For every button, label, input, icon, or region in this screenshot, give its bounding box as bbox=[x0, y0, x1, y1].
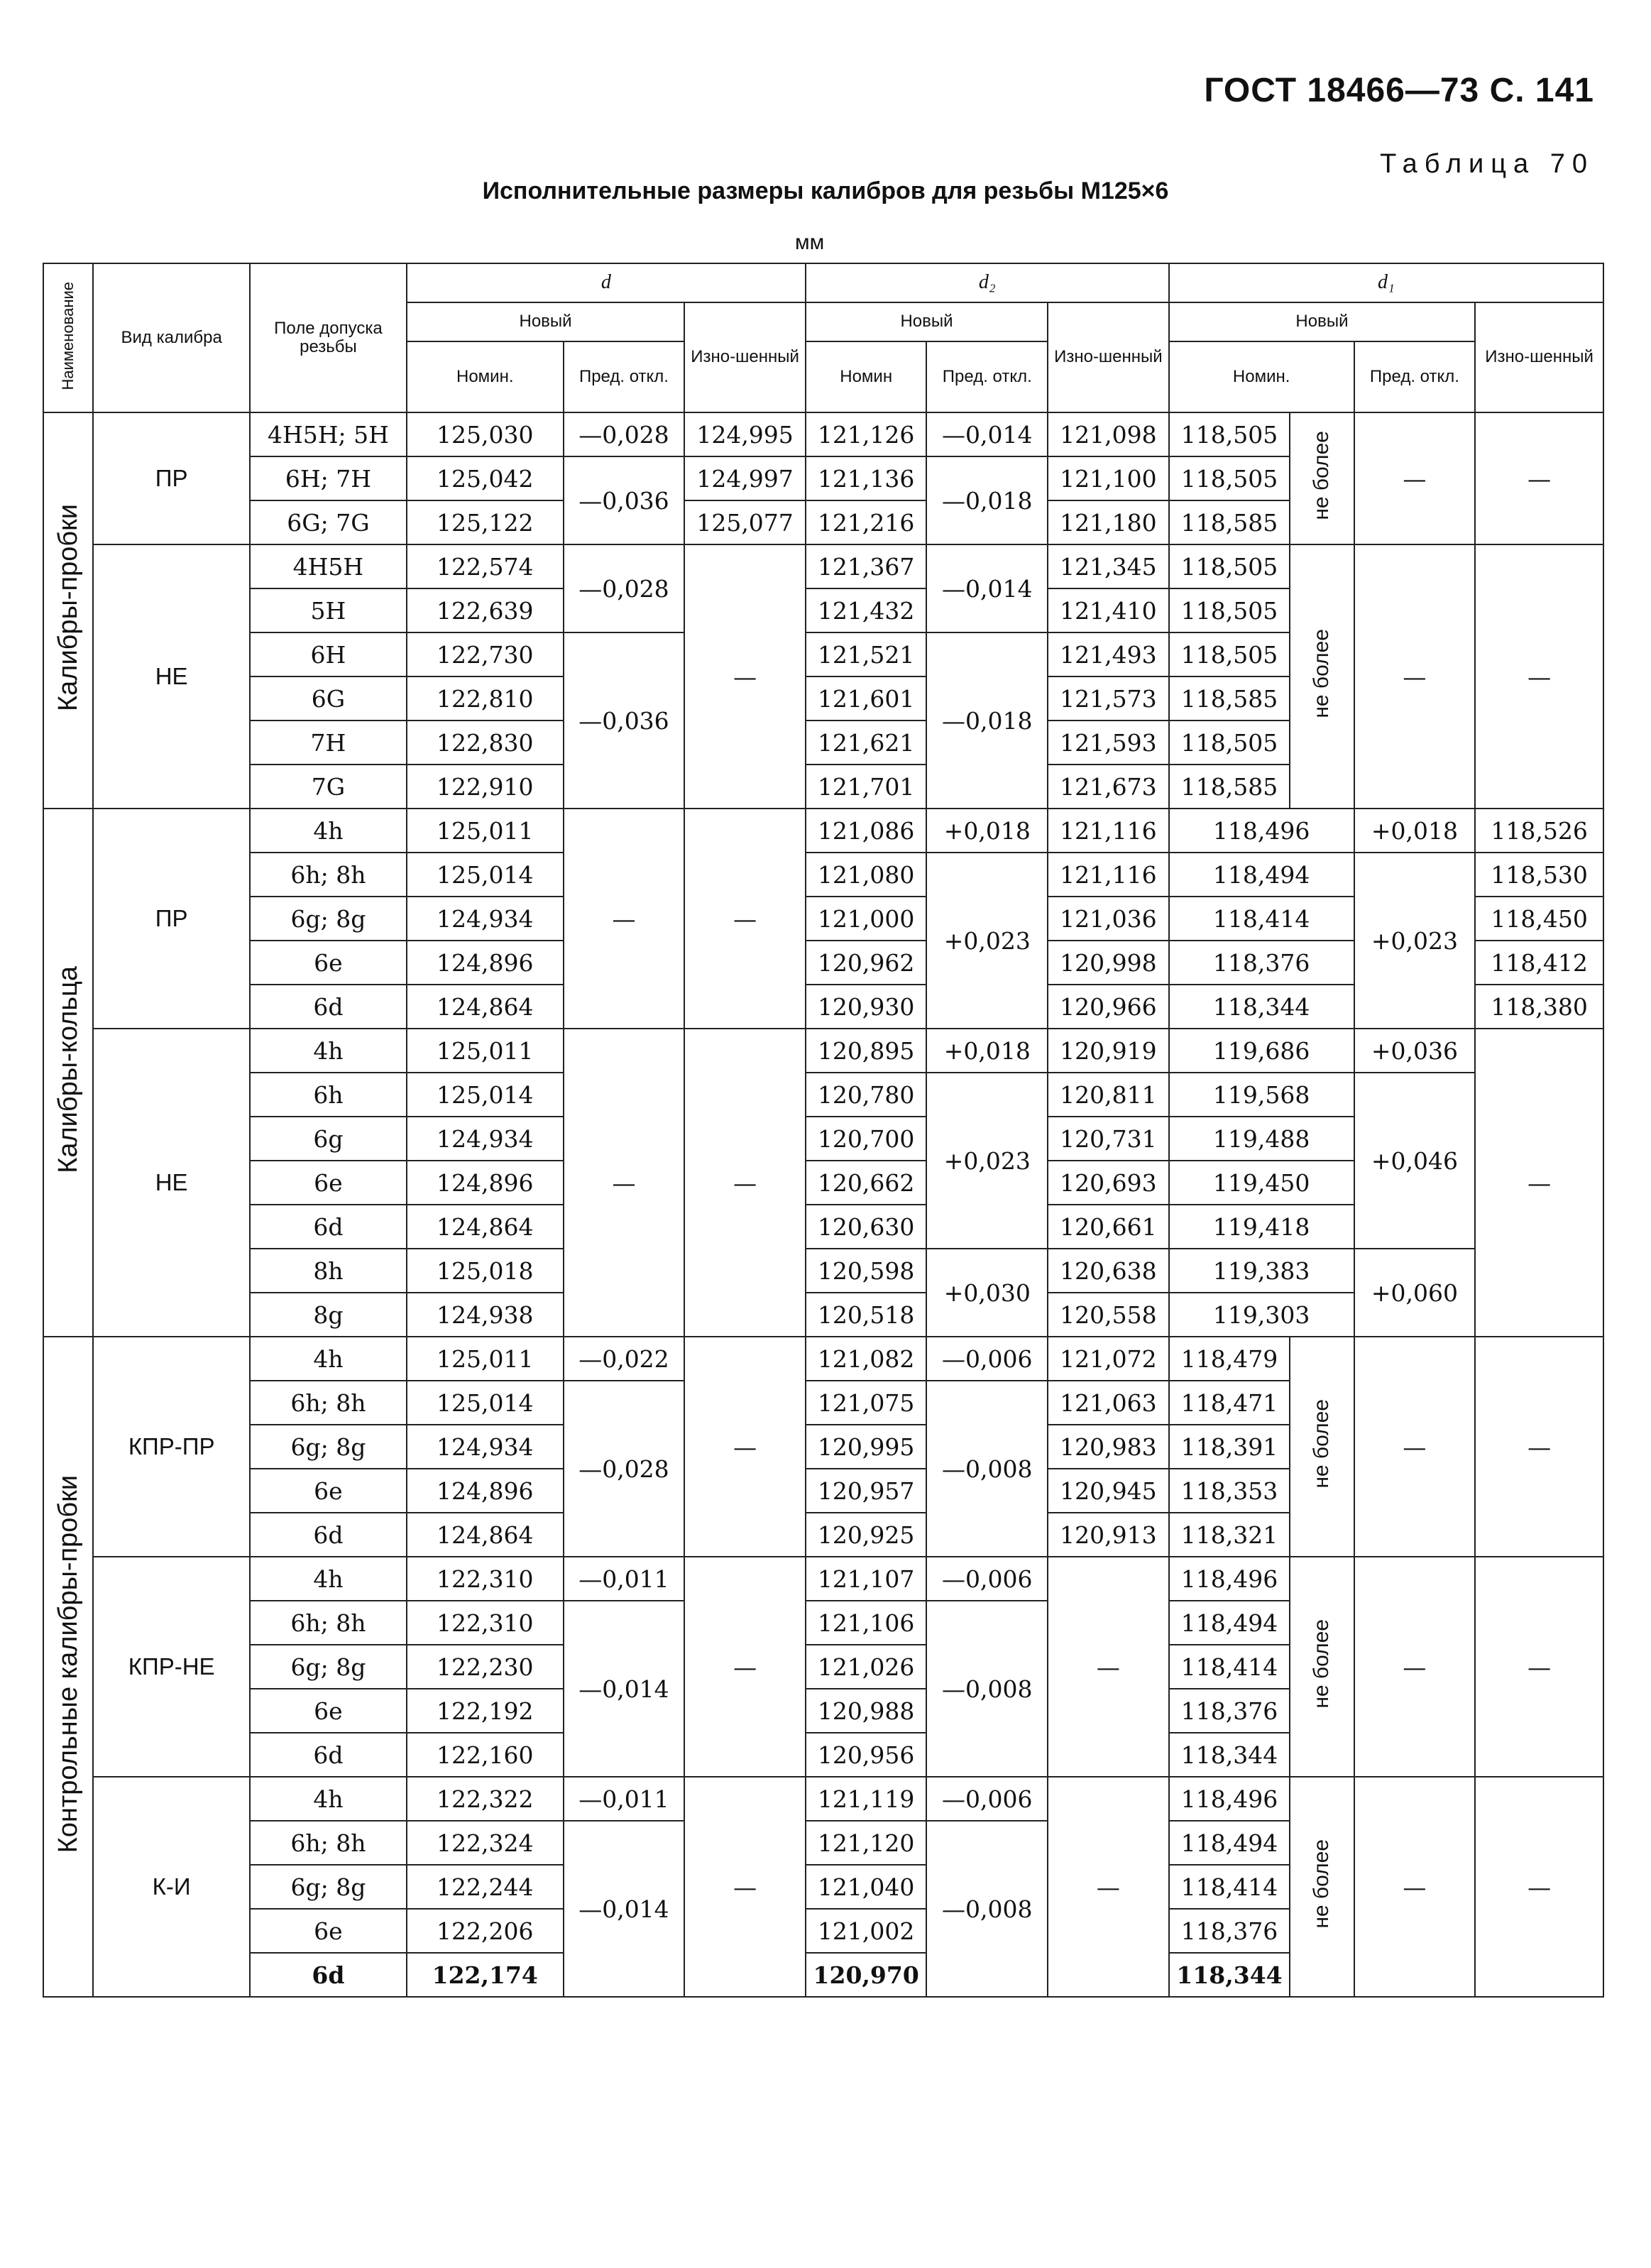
value-cell: 120,598 bbox=[806, 1249, 927, 1293]
value-cell: 121,116 bbox=[1048, 809, 1169, 853]
value-cell: —0,036 bbox=[564, 632, 685, 809]
value-cell: 121,086 bbox=[806, 809, 927, 853]
field-cell: 4H5H bbox=[250, 544, 407, 588]
note-ne-bolee: не более bbox=[1290, 1337, 1354, 1557]
value-cell: 118,344 bbox=[1169, 1733, 1290, 1777]
value-cell: 125,018 bbox=[407, 1249, 564, 1293]
value-cell: 122,310 bbox=[407, 1557, 564, 1601]
kind-ne: НЕ bbox=[93, 544, 250, 809]
value-cell: —0,014 bbox=[564, 1821, 685, 1997]
value-cell: 121,040 bbox=[806, 1865, 927, 1909]
value-cell: +0,023 bbox=[926, 1073, 1048, 1249]
value-cell: 121,573 bbox=[1048, 676, 1169, 721]
value-cell: 120,998 bbox=[1048, 941, 1169, 985]
dash-cell: — bbox=[1475, 412, 1603, 544]
value-cell: —0,022 bbox=[564, 1337, 685, 1381]
value-cell: 121,082 bbox=[806, 1337, 927, 1381]
table-row bbox=[43, 544, 1603, 588]
value-cell: 125,014 bbox=[407, 1381, 564, 1425]
value-cell: 121,100 bbox=[1048, 456, 1169, 500]
value-cell: 125,042 bbox=[407, 456, 564, 500]
value-cell: 124,997 bbox=[684, 456, 806, 500]
field-cell: 8g bbox=[250, 1293, 407, 1337]
field-cell: 6g bbox=[250, 1117, 407, 1161]
dash-cell: — bbox=[1354, 1337, 1476, 1557]
col-vid: Вид калибра bbox=[93, 263, 250, 412]
field-cell: 4h bbox=[250, 1029, 407, 1073]
note-ne-bolee: не более bbox=[1290, 412, 1354, 544]
value-cell: 124,864 bbox=[407, 1513, 564, 1557]
value-cell: 118,414 bbox=[1169, 1645, 1290, 1689]
field-cell: 6h; 8h bbox=[250, 1381, 407, 1425]
dash-cell: — bbox=[1475, 1777, 1603, 1997]
dash-cell: — bbox=[564, 1029, 685, 1337]
kind-pr: ПР bbox=[93, 412, 250, 544]
value-cell: —0,006 bbox=[926, 1337, 1048, 1381]
col-d2-pred: Пред. откл. bbox=[926, 341, 1048, 412]
value-cell: 120,662 bbox=[806, 1161, 927, 1205]
value-cell: 125,014 bbox=[407, 1073, 564, 1117]
value-cell: +0,046 bbox=[1354, 1073, 1476, 1249]
page-header: ГОСТ 18466—73 С. 141 bbox=[1204, 72, 1594, 109]
field-cell: 8h bbox=[250, 1249, 407, 1293]
value-cell: 122,230 bbox=[407, 1645, 564, 1689]
field-cell: 6g; 8g bbox=[250, 1865, 407, 1909]
value-cell: 124,934 bbox=[407, 1425, 564, 1469]
field-cell: 4h bbox=[250, 1557, 407, 1601]
note-ne-bolee: не более bbox=[1290, 1777, 1354, 1997]
value-cell: 121,493 bbox=[1048, 632, 1169, 676]
value-cell: 124,864 bbox=[407, 985, 564, 1029]
value-cell: 120,811 bbox=[1048, 1073, 1169, 1117]
value-cell: 125,011 bbox=[407, 1337, 564, 1381]
value-cell: 124,864 bbox=[407, 1205, 564, 1249]
col-d2-noviy: Новый bbox=[806, 302, 1048, 341]
col-d-nomin: Номин. bbox=[407, 341, 564, 412]
value-cell: 121,106 bbox=[806, 1601, 927, 1645]
value-cell: 121,521 bbox=[806, 632, 927, 676]
group-kontrol: Контрольные калибры-пробки bbox=[43, 1337, 93, 1997]
field-cell: 6G bbox=[250, 676, 407, 721]
field-cell: 4h bbox=[250, 1337, 407, 1381]
value-cell: 120,780 bbox=[806, 1073, 927, 1117]
dash-cell: — bbox=[1354, 1557, 1476, 1777]
value-cell: 122,310 bbox=[407, 1601, 564, 1645]
table-row bbox=[43, 1073, 1603, 1117]
value-cell: 125,030 bbox=[407, 412, 564, 456]
value-cell: 118,376 bbox=[1169, 1689, 1290, 1733]
value-cell: 118,376 bbox=[1169, 941, 1354, 985]
value-cell: 120,983 bbox=[1048, 1425, 1169, 1469]
dash-cell: — bbox=[1475, 1337, 1603, 1557]
value-cell: 124,934 bbox=[407, 1117, 564, 1161]
value-cell: 121,601 bbox=[806, 676, 927, 721]
value-cell: 118,496 bbox=[1169, 809, 1354, 853]
value-cell: 118,494 bbox=[1169, 1601, 1290, 1645]
value-cell: +0,023 bbox=[1354, 853, 1476, 1029]
dash-cell: — bbox=[1048, 1777, 1169, 1997]
value-cell: 118,496 bbox=[1169, 1557, 1290, 1601]
table-row bbox=[43, 1249, 1603, 1293]
value-cell: 118,321 bbox=[1169, 1513, 1290, 1557]
dash-cell: — bbox=[1354, 544, 1476, 809]
value-cell: —0,036 bbox=[564, 456, 685, 544]
value-cell: 120,731 bbox=[1048, 1117, 1169, 1161]
value-cell: 124,995 bbox=[684, 412, 806, 456]
kind-kpr-pr: КПР-ПР bbox=[93, 1337, 250, 1557]
dash-cell: — bbox=[1475, 1029, 1603, 1337]
col-d2: d₂ bbox=[806, 263, 1169, 302]
value-cell: 122,830 bbox=[407, 721, 564, 765]
value-cell: 122,244 bbox=[407, 1865, 564, 1909]
value-cell: 122,160 bbox=[407, 1733, 564, 1777]
table-row bbox=[43, 1777, 1603, 1821]
dash-cell: — bbox=[684, 1337, 806, 1557]
value-cell: 124,934 bbox=[407, 897, 564, 941]
table-row bbox=[43, 1029, 1603, 1073]
value-cell: 118,391 bbox=[1169, 1425, 1290, 1469]
kind-k-i: К-И bbox=[93, 1777, 250, 1997]
value-cell: 122,639 bbox=[407, 588, 564, 632]
dash-cell: — bbox=[1475, 544, 1603, 809]
value-cell: 121,701 bbox=[806, 765, 927, 809]
value-cell: 118,530 bbox=[1475, 853, 1603, 897]
value-cell: 118,494 bbox=[1169, 1821, 1290, 1865]
value-cell: 122,206 bbox=[407, 1909, 564, 1953]
field-cell: 6d bbox=[250, 1205, 407, 1249]
value-cell: 118,380 bbox=[1475, 985, 1603, 1029]
value-cell: —0,014 bbox=[926, 412, 1048, 456]
col-d1-noviy: Новый bbox=[1169, 302, 1476, 341]
value-cell: 121,000 bbox=[806, 897, 927, 941]
table-row bbox=[43, 1337, 1603, 1381]
col-d1-iznos: Изно-шенный bbox=[1475, 302, 1603, 412]
value-cell: —0,028 bbox=[564, 1381, 685, 1557]
value-cell: 118,585 bbox=[1169, 765, 1290, 809]
field-cell: 6h; 8h bbox=[250, 1601, 407, 1645]
field-cell: 4h bbox=[250, 809, 407, 853]
field-cell: 6e bbox=[250, 1161, 407, 1205]
value-cell: —0,008 bbox=[926, 1601, 1048, 1777]
value-cell: 122,192 bbox=[407, 1689, 564, 1733]
value-cell: 118,414 bbox=[1169, 897, 1354, 941]
value-cell: +0,023 bbox=[926, 853, 1048, 1029]
field-cell: 4H5H; 5H bbox=[250, 412, 407, 456]
value-cell: —0,006 bbox=[926, 1557, 1048, 1601]
group-koltsa: Калибры-кольца bbox=[43, 809, 93, 1337]
field-cell: 6G; 7G bbox=[250, 500, 407, 544]
value-cell: 120,919 bbox=[1048, 1029, 1169, 1073]
field-cell: 7G bbox=[250, 765, 407, 809]
value-cell: —0,018 bbox=[926, 632, 1048, 809]
value-cell: 118,526 bbox=[1475, 809, 1603, 853]
value-cell: 121,080 bbox=[806, 853, 927, 897]
value-cell: —0,028 bbox=[564, 412, 685, 456]
value-cell: 125,077 bbox=[684, 500, 806, 544]
col-d1: d₁ bbox=[1169, 263, 1603, 302]
value-cell: 120,693 bbox=[1048, 1161, 1169, 1205]
value-cell: 120,895 bbox=[806, 1029, 927, 1073]
value-cell: 118,414 bbox=[1169, 1865, 1290, 1909]
kind-ne: НЕ bbox=[93, 1029, 250, 1337]
value-cell: 121,621 bbox=[806, 721, 927, 765]
value-cell: —0,018 bbox=[926, 456, 1048, 544]
value-cell: 120,962 bbox=[806, 941, 927, 985]
value-cell: 118,505 bbox=[1169, 632, 1290, 676]
value-cell: 121,136 bbox=[806, 456, 927, 500]
value-cell: 119,303 bbox=[1169, 1293, 1354, 1337]
value-cell: 121,120 bbox=[806, 1821, 927, 1865]
value-cell: 118,479 bbox=[1169, 1337, 1290, 1381]
field-cell: 7H bbox=[250, 721, 407, 765]
value-cell: 120,956 bbox=[806, 1733, 927, 1777]
value-cell: 120,558 bbox=[1048, 1293, 1169, 1337]
dash-cell: — bbox=[684, 809, 806, 1029]
field-cell: 6g; 8g bbox=[250, 1425, 407, 1469]
value-cell: 118,412 bbox=[1475, 941, 1603, 985]
table-row bbox=[43, 1557, 1603, 1601]
value-cell: 121,432 bbox=[806, 588, 927, 632]
field-cell: 6h; 8h bbox=[250, 1821, 407, 1865]
value-cell: 119,383 bbox=[1169, 1249, 1354, 1293]
value-cell: 121,098 bbox=[1048, 412, 1169, 456]
field-cell: 6d bbox=[250, 985, 407, 1029]
value-cell: —0,006 bbox=[926, 1777, 1048, 1821]
field-cell: 6d bbox=[250, 1733, 407, 1777]
value-cell: 122,810 bbox=[407, 676, 564, 721]
value-cell: 121,126 bbox=[806, 412, 927, 456]
value-cell: 118,585 bbox=[1169, 500, 1290, 544]
dash-cell: — bbox=[684, 1557, 806, 1777]
value-cell: 118,505 bbox=[1169, 588, 1290, 632]
value-cell: 118,376 bbox=[1169, 1909, 1290, 1953]
field-cell: 6H; 7H bbox=[250, 456, 407, 500]
col-d2-iznos: Изно-шенный bbox=[1048, 302, 1169, 412]
value-cell: 121,107 bbox=[806, 1557, 927, 1601]
col-d1-pred: Пред. откл. bbox=[1354, 341, 1476, 412]
value-cell: 124,896 bbox=[407, 1161, 564, 1205]
value-cell: 120,988 bbox=[806, 1689, 927, 1733]
kind-pr: ПР bbox=[93, 809, 250, 1029]
dash-cell: — bbox=[1475, 1557, 1603, 1777]
units-label: мм bbox=[795, 231, 825, 254]
field-cell: 6g; 8g bbox=[250, 897, 407, 941]
value-cell: 119,568 bbox=[1169, 1073, 1354, 1117]
value-cell: 119,418 bbox=[1169, 1205, 1354, 1249]
field-cell: 6d bbox=[250, 1513, 407, 1557]
value-cell: 120,930 bbox=[806, 985, 927, 1029]
value-cell: 118,505 bbox=[1169, 412, 1290, 456]
field-cell: 6g; 8g bbox=[250, 1645, 407, 1689]
value-cell: 122,910 bbox=[407, 765, 564, 809]
value-cell: 119,450 bbox=[1169, 1161, 1354, 1205]
col-d-pred: Пред. откл. bbox=[564, 341, 685, 412]
field-cell: 6h; 8h bbox=[250, 853, 407, 897]
value-cell: —0,011 bbox=[564, 1777, 685, 1821]
note-ne-bolee: не более bbox=[1290, 1557, 1354, 1777]
field-cell: 6e bbox=[250, 1689, 407, 1733]
value-cell: —0,028 bbox=[564, 544, 685, 632]
value-cell: 120,913 bbox=[1048, 1513, 1169, 1557]
value-cell: +0,018 bbox=[1354, 809, 1476, 853]
value-cell: 124,896 bbox=[407, 941, 564, 985]
value-cell: 120,970 bbox=[806, 1953, 927, 1997]
value-cell: +0,036 bbox=[1354, 1029, 1476, 1073]
value-cell: 118,353 bbox=[1169, 1469, 1290, 1513]
dash-cell: — bbox=[564, 809, 685, 1029]
col-d2-nomin: Номин bbox=[806, 341, 927, 412]
value-cell: 119,686 bbox=[1169, 1029, 1354, 1073]
field-cell: 6e bbox=[250, 1469, 407, 1513]
col-pole: Поле допуска резьбы bbox=[250, 263, 407, 412]
value-cell: 121,180 bbox=[1048, 500, 1169, 544]
value-cell: 121,072 bbox=[1048, 1337, 1169, 1381]
field-cell: 6H bbox=[250, 632, 407, 676]
value-cell: 120,700 bbox=[806, 1117, 927, 1161]
dash-cell: — bbox=[684, 544, 806, 809]
value-cell: 122,730 bbox=[407, 632, 564, 676]
table-caption: Исполнительные размеры калибров для резьбы М125×6 bbox=[482, 177, 1169, 204]
value-cell: 121,119 bbox=[806, 1777, 927, 1821]
value-cell: 120,925 bbox=[806, 1513, 927, 1557]
field-cell: 5H bbox=[250, 588, 407, 632]
value-cell: 121,673 bbox=[1048, 765, 1169, 809]
value-cell: 121,216 bbox=[806, 500, 927, 544]
col-d1-nomin: Номин. bbox=[1169, 341, 1354, 412]
field-cell: 6e bbox=[250, 941, 407, 985]
value-cell: —0,011 bbox=[564, 1557, 685, 1601]
value-cell: —0,014 bbox=[564, 1601, 685, 1777]
value-cell: 125,122 bbox=[407, 500, 564, 544]
value-cell: 120,957 bbox=[806, 1469, 927, 1513]
value-cell: 120,630 bbox=[806, 1205, 927, 1249]
value-cell: +0,018 bbox=[926, 809, 1048, 853]
value-cell: +0,030 bbox=[926, 1249, 1048, 1337]
value-cell: 120,995 bbox=[806, 1425, 927, 1469]
field-cell: 6d bbox=[250, 1953, 407, 1997]
col-d-noviy: Новый bbox=[407, 302, 684, 341]
value-cell: 122,174 bbox=[407, 1953, 564, 1997]
col-d-iznos: Изно-шенный bbox=[684, 302, 806, 412]
value-cell: 121,410 bbox=[1048, 588, 1169, 632]
field-cell: 6h bbox=[250, 1073, 407, 1117]
value-cell: 121,026 bbox=[806, 1645, 927, 1689]
value-cell: 122,324 bbox=[407, 1821, 564, 1865]
value-cell: 121,367 bbox=[806, 544, 927, 588]
value-cell: 120,518 bbox=[806, 1293, 927, 1337]
value-cell: 118,585 bbox=[1169, 676, 1290, 721]
value-cell: —0,008 bbox=[926, 1821, 1048, 1997]
value-cell: 125,011 bbox=[407, 809, 564, 853]
value-cell: 118,344 bbox=[1169, 985, 1354, 1029]
group-probki: Калибры-пробки bbox=[43, 412, 93, 809]
value-cell: 118,494 bbox=[1169, 853, 1354, 897]
dash-cell: — bbox=[1354, 1777, 1476, 1997]
value-cell: 122,574 bbox=[407, 544, 564, 588]
value-cell: 118,496 bbox=[1169, 1777, 1290, 1821]
dash-cell: — bbox=[1354, 412, 1476, 544]
value-cell: —0,014 bbox=[926, 544, 1048, 632]
value-cell: 121,063 bbox=[1048, 1381, 1169, 1425]
table-row bbox=[43, 809, 1603, 853]
table-number: Таблица 70 bbox=[1380, 149, 1594, 179]
value-cell: 118,344 bbox=[1169, 1953, 1290, 1997]
value-cell: +0,060 bbox=[1354, 1249, 1476, 1337]
dimensions-table bbox=[43, 263, 1604, 1998]
table-row bbox=[43, 853, 1603, 897]
value-cell: 120,638 bbox=[1048, 1249, 1169, 1293]
note-ne-bolee: не более bbox=[1290, 544, 1354, 809]
value-cell: 120,945 bbox=[1048, 1469, 1169, 1513]
value-cell: +0,018 bbox=[926, 1029, 1048, 1073]
value-cell: 121,075 bbox=[806, 1381, 927, 1425]
field-cell: 4h bbox=[250, 1777, 407, 1821]
kind-kpr-ne: КПР-НЕ bbox=[93, 1557, 250, 1777]
value-cell: 119,488 bbox=[1169, 1117, 1354, 1161]
table-row bbox=[43, 412, 1603, 456]
dash-cell: — bbox=[684, 1029, 806, 1337]
value-cell: 122,322 bbox=[407, 1777, 564, 1821]
value-cell: —0,008 bbox=[926, 1381, 1048, 1557]
value-cell: 124,896 bbox=[407, 1469, 564, 1513]
field-cell: 6e bbox=[250, 1909, 407, 1953]
col-d: d bbox=[407, 263, 806, 302]
value-cell: 120,661 bbox=[1048, 1205, 1169, 1249]
value-cell: 121,345 bbox=[1048, 544, 1169, 588]
value-cell: 120,966 bbox=[1048, 985, 1169, 1029]
value-cell: 125,014 bbox=[407, 853, 564, 897]
value-cell: 121,593 bbox=[1048, 721, 1169, 765]
value-cell: 125,011 bbox=[407, 1029, 564, 1073]
value-cell: 121,116 bbox=[1048, 853, 1169, 897]
value-cell: 121,002 bbox=[806, 1909, 927, 1953]
value-cell: 118,505 bbox=[1169, 456, 1290, 500]
dash-cell: — bbox=[684, 1777, 806, 1997]
value-cell: 118,505 bbox=[1169, 544, 1290, 588]
dash-cell: — bbox=[1048, 1557, 1169, 1777]
value-cell: 118,450 bbox=[1475, 897, 1603, 941]
value-cell: 124,938 bbox=[407, 1293, 564, 1337]
value-cell: 118,471 bbox=[1169, 1381, 1290, 1425]
value-cell: 118,505 bbox=[1169, 721, 1290, 765]
value-cell: 121,036 bbox=[1048, 897, 1169, 941]
col-naimenovanie: Наименование bbox=[43, 263, 93, 412]
